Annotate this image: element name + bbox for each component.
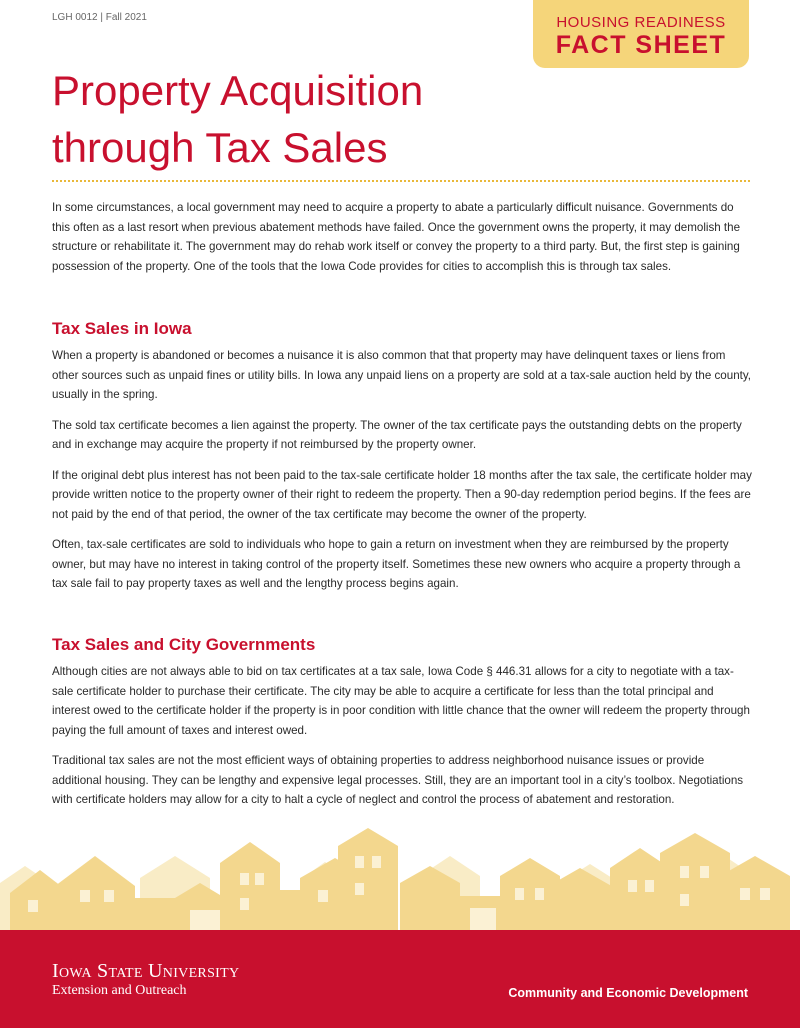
paragraph: When a property is abandoned or becomes a nuisance it is also common that that property may have delinquent taxes or liens from other sources such as unpaid fines or utility bills. In Iowa any unpaid liens on a property are sold at a tax-sale auction held by the county, usually in the spring. — [52, 349, 752, 401]
unit-name: Community and Economic Development — [508, 986, 748, 1000]
doc-code: LGH 0012 | Fall 2021 — [52, 12, 147, 23]
title-divider — [52, 180, 750, 182]
section-tax-sales-iowa — [52, 318, 752, 605]
title-line-1: Property Acquisition — [52, 67, 424, 114]
intro-block — [52, 198, 752, 287]
isu-wordmark: Iowa State University — [52, 960, 240, 982]
houses-skyline-illustration — [0, 828, 800, 930]
paragraph: Often, tax-sale certificates are sold to individuals who hope to gain a return on investment when they are reimbursed by the property owner, but may have no interest in taking control of the property itself. Sometimes these new owners who acquire a property through a tax sale fail to pay property taxes as well and the lengthy process begins again. — [52, 538, 741, 590]
badge-top-label: HOUSING READINESS — [556, 14, 726, 31]
section-city-governments — [52, 634, 752, 821]
title-line-2: through Tax Sales — [52, 124, 388, 171]
page-title — [52, 62, 612, 176]
fact-sheet-badge — [533, 0, 749, 68]
paragraph: If the original debt plus interest has not been paid to the tax-sale certificate holder 18 months after the tax sale, the certificate holder may provide written notice to the property owner of their right to redeem the property. Then a 90-day redemption period begins. If the fees are not paid by the end of that period, the owner of the tax certificate may become the owner of the property. — [52, 468, 752, 521]
section-heading: Tax Sales in Iowa — [52, 319, 192, 338]
intro-paragraph: In some circumstances, a local government may need to acquire a property to abate a particularly difficult nuisance. Governments do this often as a last resort when previous abatement methods have failed. Once the government owns the property, it may demolish the structure or rehabilitate it. The government may do rehab work itself or convey the property to a third party. But, the first step is gaining possession of the property. One of the tools that the Iowa Code provides for cities to accomplish this is through tax sales. — [52, 201, 741, 273]
paragraph: Although cities are not always able to bid on tax certificates at a tax sale, Iowa Code § 446.31 allows for a city to negotiate with a tax-sale certificate holder to purchase their certificate. The city may be able to acquire a certificate for less than the total principal and interest owed to the certificate holder if the property is in poor condition with little chance that the owner will redeem the property through paying the full amount of taxes and interest owed. — [52, 665, 750, 737]
section-heading: Tax Sales and City Governments — [52, 635, 316, 654]
paragraph: Traditional tax sales are not the most efficient ways of obtaining properties to address neighborhood nuisance issues or provide additional housing. They can be lengthy and expensive legal processes. Still, they are an important tool in a city’s toolbox. Negotiations with certificate holders may allow for a city to halt a cycle of neglect and control the process of abatement and restoration. — [52, 754, 744, 806]
isu-subtitle: Extension and Outreach — [52, 983, 187, 998]
footer-bar — [0, 930, 800, 1028]
badge-main-label: FACT SHEET — [555, 31, 727, 59]
paragraph: The sold tax certificate becomes a lien against the property. The owner of the tax certificate pays the outstanding debts on the property and in exchange may acquire the property if not reimbursed by the property owner. — [52, 418, 742, 451]
